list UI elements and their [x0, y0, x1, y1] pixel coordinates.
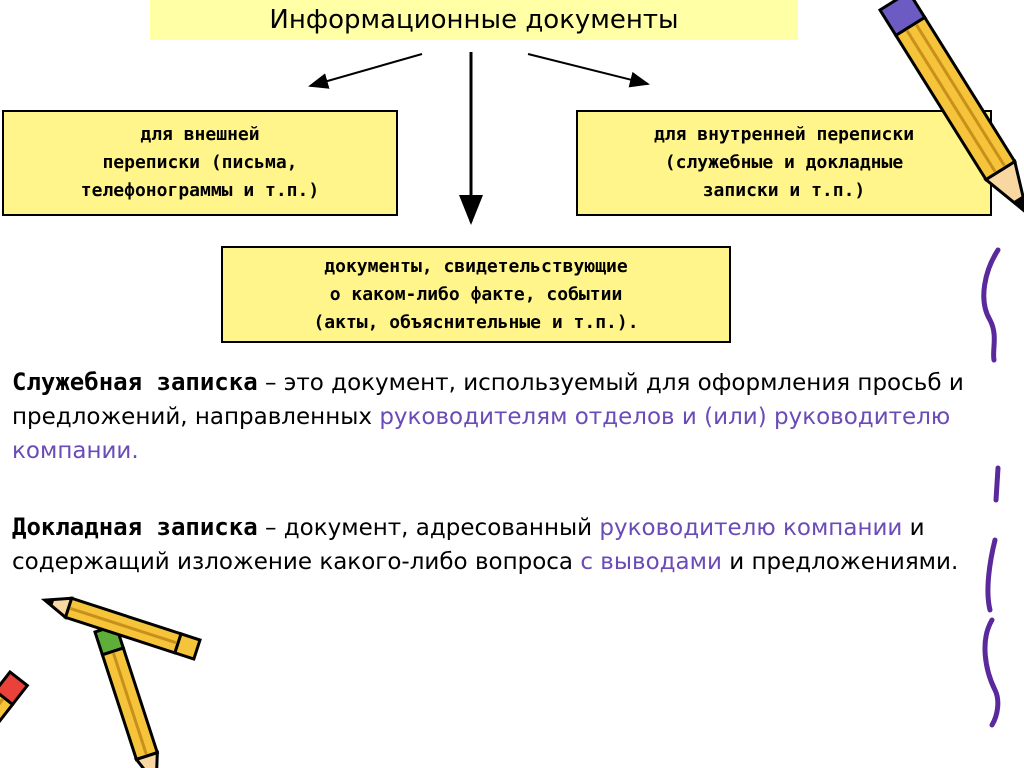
- definition-text: и содержащий изложение какого-либо вопроса: [12, 515, 925, 575]
- node-left-line: телефонограммы и т.п.): [80, 180, 320, 201]
- definition-text: и предложениями.: [721, 549, 959, 575]
- highlight-text: руководителю компании: [599, 515, 903, 541]
- term-report: Докладная записка: [12, 513, 258, 541]
- node-right-line: записки и т.п.): [702, 180, 866, 201]
- definition-text: это документ, используемый для оформления просьб и предложений, направленных: [12, 370, 964, 430]
- definition-text: документ, адресованный: [283, 515, 600, 541]
- highlight-text: с выводами: [580, 549, 722, 575]
- node-right-line: (служебные и докладные: [664, 152, 904, 173]
- term-memo: Служебная записка: [12, 368, 258, 396]
- node-left-line: переписки (письма,: [102, 152, 298, 173]
- dash: –: [257, 515, 284, 541]
- node-left-line: для внешней: [140, 124, 260, 145]
- node-bottom-line: документы, свидетельствующие: [324, 255, 628, 277]
- node-bottom-line: (акты, объяснительные и т.п.).: [313, 311, 639, 333]
- node-bottom-line: о каком-либо факте, событии: [329, 283, 623, 305]
- dash: –: [257, 370, 284, 396]
- diagram-title: Информационные документы: [150, 0, 798, 40]
- highlight-text: руководителям отделов и (или) руководителю компании.: [12, 404, 951, 464]
- node-right-line: для внутренней переписки: [653, 124, 915, 145]
